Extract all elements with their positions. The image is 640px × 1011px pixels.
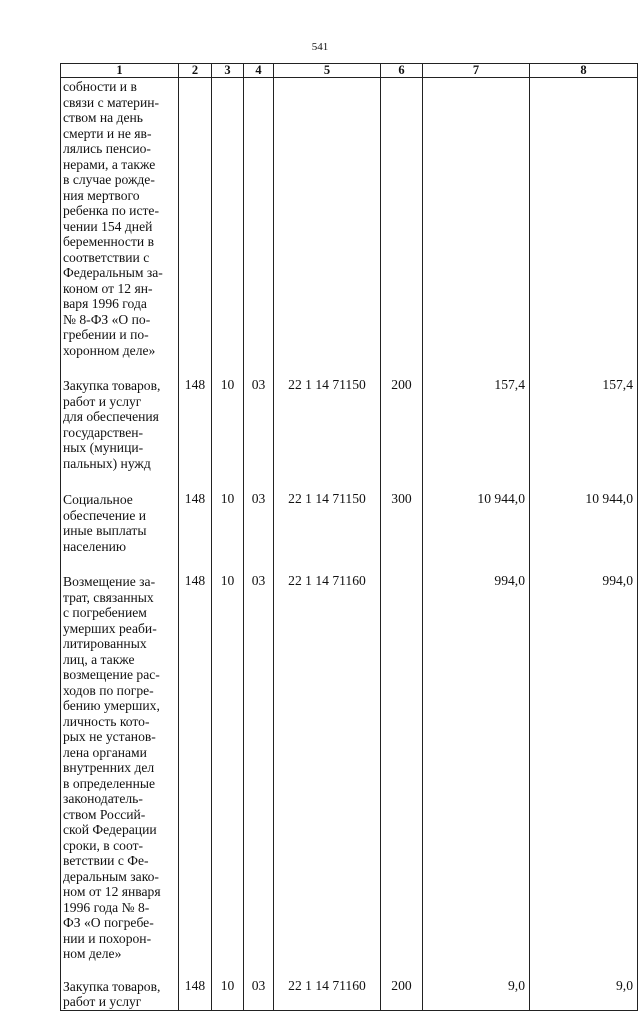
subsection-code: 03	[244, 573, 274, 978]
amount-col-7: 157,4	[423, 377, 530, 491]
row-name-cell	[61, 491, 179, 573]
row-name: Закупка товаров, работ и услуг для обеспечения государствен- ных (муници- пальных) нужд	[63, 378, 161, 471]
header-col-6: 6	[381, 64, 423, 78]
table-row	[61, 491, 638, 573]
target-article-code	[274, 78, 381, 378]
row-name-cell	[61, 573, 179, 978]
amount-col-8: 157,4	[530, 377, 638, 491]
header-col-2: 2	[179, 64, 212, 78]
row-name-cell	[61, 978, 179, 1011]
subsection-code: 03	[244, 377, 274, 491]
subsection-code: 03	[244, 978, 274, 1011]
expense-type-code: 300	[381, 491, 423, 573]
row-name: Закупка товаров, работ и услуг	[63, 978, 161, 1009]
target-article-code: 22 1 14 71160	[274, 573, 381, 978]
amount-col-7: 10 944,0	[423, 491, 530, 573]
ministry-code: 148	[179, 491, 212, 573]
target-article-code: 22 1 14 71150	[274, 491, 381, 573]
amount-col-8: 994,0	[530, 573, 638, 978]
header-col-4: 4	[244, 64, 274, 78]
amount-col-7: 9,0	[423, 978, 530, 1011]
header-col-3: 3	[212, 64, 244, 78]
amount-col-8: 10 944,0	[530, 491, 638, 573]
header-col-8: 8	[530, 64, 638, 78]
header-col-7: 7	[423, 64, 530, 78]
expense-type-code: 200	[381, 377, 423, 491]
expense-type-code: 200	[381, 978, 423, 1011]
section-code: 10	[212, 573, 244, 978]
subsection-code: 03	[244, 491, 274, 573]
ministry-code: 148	[179, 573, 212, 978]
subsection-code	[244, 78, 274, 378]
expense-type-code	[381, 573, 423, 978]
section-code: 10	[212, 978, 244, 1011]
expense-type-code	[381, 78, 423, 378]
row-name-cell	[61, 377, 179, 491]
target-article-code: 22 1 14 71160	[274, 978, 381, 1011]
amount-col-8: 9,0	[530, 978, 638, 1011]
amount-col-8	[530, 78, 638, 378]
amount-col-7: 994,0	[423, 573, 530, 978]
row-name: Возмещение за- трат, связанных с погребением умерших реаби- литированных лиц, а также возмещение рас- ходов по погре- бению умерших, личность кото- рых не установ- лена органами внутренних дел в определенные законодатель- ством Россий- ской Федерации сроки, в соот- ветствии с Фе- деральным зако- ном от 12 января 1996 года № 8- ФЗ «О погребе- нии и похорон- ном деле»	[63, 574, 161, 961]
section-code: 10	[212, 491, 244, 573]
amount-col-7	[423, 78, 530, 378]
ministry-code: 148	[179, 377, 212, 491]
row-name: собности и в связи с материн- ством на день смерти и не яв- лялись пенсио- нерами, а также в случае рожде- ния мертвого ребенка по исте- чении 154 дней беременности в соответствии с Федеральным за- коном от 12 ян- варя 1996 года № 8-ФЗ «О по- гребении и по- хоронном деле»	[63, 79, 163, 358]
table-row	[61, 377, 638, 491]
page-number: 541	[311, 41, 329, 53]
section-code: 10	[212, 377, 244, 491]
section-code	[212, 78, 244, 378]
target-article-code: 22 1 14 71150	[274, 377, 381, 491]
table-row	[61, 78, 638, 378]
header-row	[61, 64, 638, 78]
budget-table	[60, 63, 638, 1011]
table-row	[61, 978, 638, 1011]
ministry-code	[179, 78, 212, 378]
table-row	[61, 573, 638, 978]
header-col-1: 1	[61, 64, 179, 78]
ministry-code: 148	[179, 978, 212, 1011]
row-name-cell	[61, 78, 179, 378]
header-col-5: 5	[274, 64, 381, 78]
row-name: Социальное обеспечение и иные выплаты населению	[63, 492, 147, 554]
